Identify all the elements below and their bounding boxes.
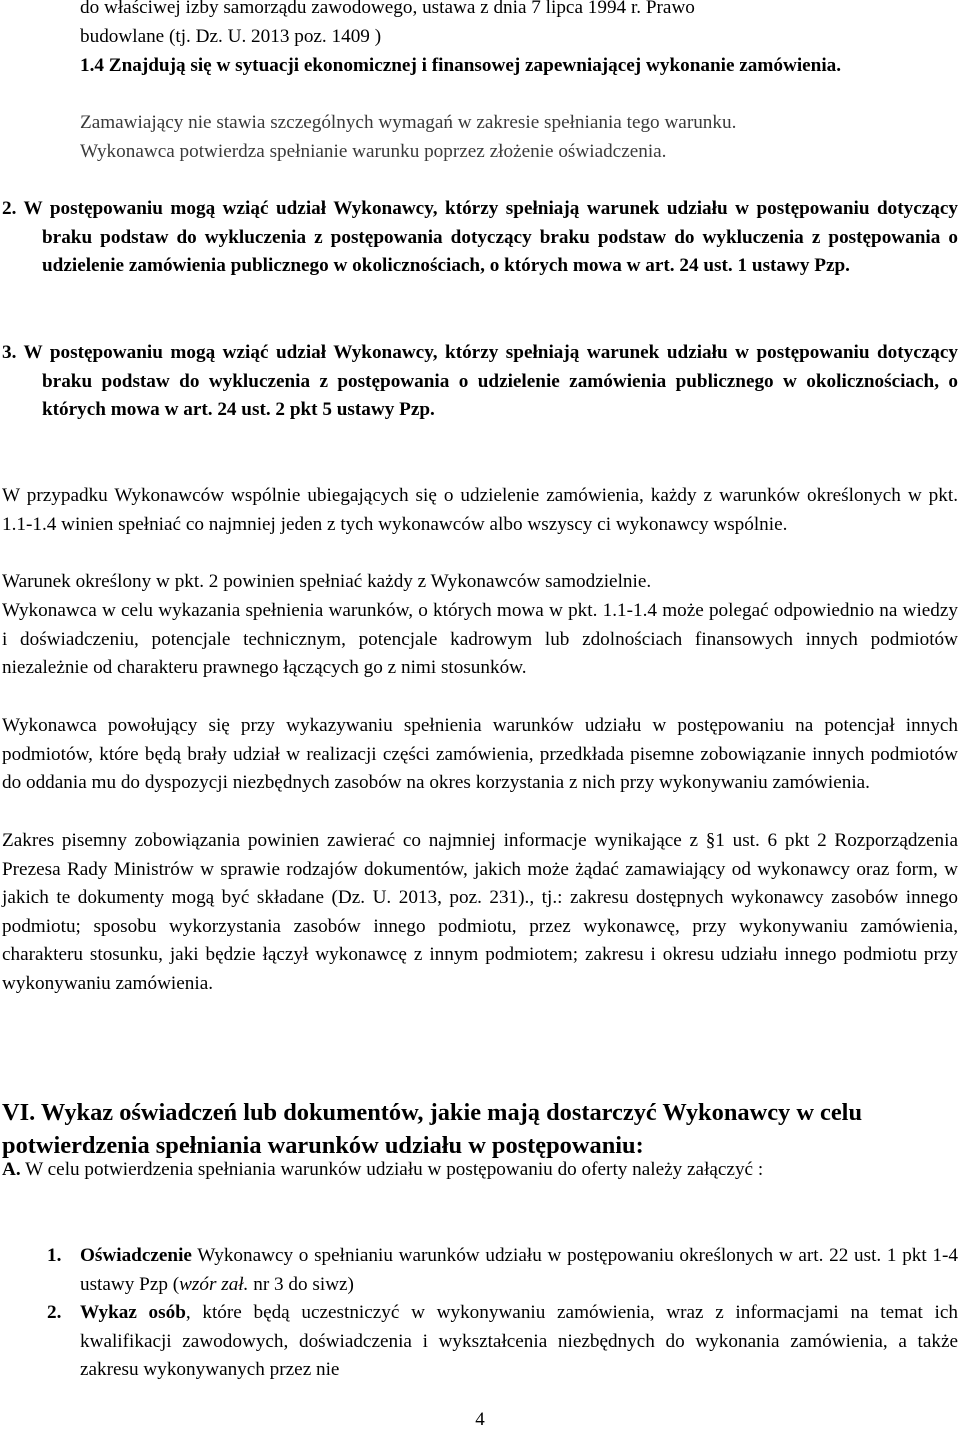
part-a-item-1-text: Wykonawcy o spełnianiu warunków udziału w postępowaniu określonych w art. 22 ust. 1 pkt 1-4 ustawy Pzp ( xyxy=(80,1245,958,1295)
part-a-item-2 xyxy=(47,1299,958,1385)
part-a-item-1 xyxy=(47,1242,958,1299)
item-3: 3. W postępowaniu mogą wziąć udział Wykonawcy, którzy spełniają warunek udziału w postępowaniu dotyczący braku podstaw do wykluczenia z postępowania o udzieleniе zamówienia publicznego w okolicznościach, o których mowa w art. 24 ust. 2 pkt 5 ustawy Pzp. xyxy=(2,342,958,421)
paragraph-commitment: Wykonawca powołujący się przy wykazywaniu spełnienia warunków udziału w postępowaniu na potencjał innych podmiotów, które będą brały udział w realizacji części zamówienia, przedkłada pisemne zobowiązanie innych podmiotów do oddania mu do dyspozycji niezbędnych zasobów na okres korzystania z nich przy wykonywaniu zamówienia. xyxy=(2,715,958,794)
section-vi-heading: VI. Wykaz oświadczeń lub dokumentów, jakie mają dostarczyć Wykonawcy w celu potwierdzenia spełniania warunków udziału w postępowaniu: xyxy=(2,1099,863,1159)
continuation-line-1: do właściwej izby samorządu zawodowego, ustawa z dnia 7 lipca 1994 r. Prawo xyxy=(80,0,695,18)
part-a-item-2-text: , które będą uczestniczyć w wykonywaniu zamówienia, wraz z informacjami na temat ich kwalifikacji zawodowych, doświadczenia i wykształcenia niezbędnych do wykonania zamówienia, a także zakresu wykonywanych przez nie xyxy=(80,1302,958,1381)
item-1-4-title: 1.4 Znajdują się w sytuacji ekonomicznej i finansowej zapewniającej wykonanie zamówienia. xyxy=(80,55,842,76)
page-number: 4 xyxy=(475,1409,485,1430)
item-2: 2. W postępowaniu mogą wziąć udział Wykonawcy, którzy spełniają warunek udziału w postępowaniu dotyczący braku podstaw do wykluczenia z postępowania dotyczący braku podstaw do wykluczenia z postępowania o udzielenie zamówienia publicznego w okolicznościach, o których mowa w art. 24 ust. 1 ustawy Pzp. xyxy=(2,198,958,277)
part-a-item-2-bold: Wykaz osób xyxy=(80,1302,186,1323)
continuation-line-2: budowlane (tj. Dz. U. 2013 poz. 1409 ) xyxy=(80,26,382,47)
part-a-text: W celu potwierdzenia spełniania warunków udziału w postępowaniu do oferty należy załączyć : xyxy=(20,1159,764,1180)
item-1-4-body-2: Wykonawca potwierdza spełnianie warunku poprzez złożenie oświadczenia. xyxy=(80,141,667,162)
item-1-4-body-1: Zamawiający nie stawia szczególnych wymagań w zakresie spełniania tego warunku. xyxy=(80,112,737,133)
part-a-item-1-tail: nr 3 do siwz) xyxy=(248,1273,354,1295)
paragraph-condition-2: Warunek określony w pkt. 2 powinien spełniać każdy z Wykonawców samodzielnie. xyxy=(2,571,652,592)
part-a-intro xyxy=(2,1156,958,1185)
part-a-item-2-number: 2. xyxy=(47,1302,62,1323)
part-a-label: A. xyxy=(2,1159,21,1180)
part-a-item-1-number: 1. xyxy=(47,1245,62,1266)
paragraph-third-party-resources: Wykonawca w celu wykazania spełnienia warunków, o których mowa w pkt. 1.1-1.4 może polegać odpowiednio na wiedzy i doświadczeniu, potencjale technicznym, potencjale kadrowym lub zdolnościach finansowych innych podmiotów niezależnie od charakteru prawnego łączących go z nimi stosunków. xyxy=(2,600,958,679)
part-a-item-1-bold: Oświadczenie xyxy=(80,1245,192,1266)
part-a-item-1-italic: wzór zał. xyxy=(179,1273,249,1295)
paragraph-commitment-scope: Zakres pisemny zobowiązania powinien zawierać co najmniej informacje wynikające z §1 ust. 6 pkt 2 Rozporządzenia Prezesa Rady Ministrów w sprawie rodzajów dokumentów, jakich może żądać zamawiający od wykonawcy oraz form, w jakich te dokumenty mogą być składane (Dz. U. 2013, poz. 231)., tj.: zakresu dostępnych wykonawcy zasobów innego podmiotu; sposobu wykorzystania zasobów innego podmiotu, przez wykonawcę, przy wykonywaniu zamówienia, charakteru stosunku, jaki będzie łączył wykonawcę z innym podmiotem; zakresu i okresu udziału innego podmiotu przy wykonywaniu zamówienia. xyxy=(2,830,958,994)
paragraph-joint-bidders: W przypadku Wykonawców wspólnie ubiegających się o udzielenie zamówienia, każdy z warunków określonych w pkt. 1.1-1.4 winien spełniać co najmniej jeden z tych wykonawców albo wszyscy ci wykonawcy wspólnie. xyxy=(2,485,958,535)
